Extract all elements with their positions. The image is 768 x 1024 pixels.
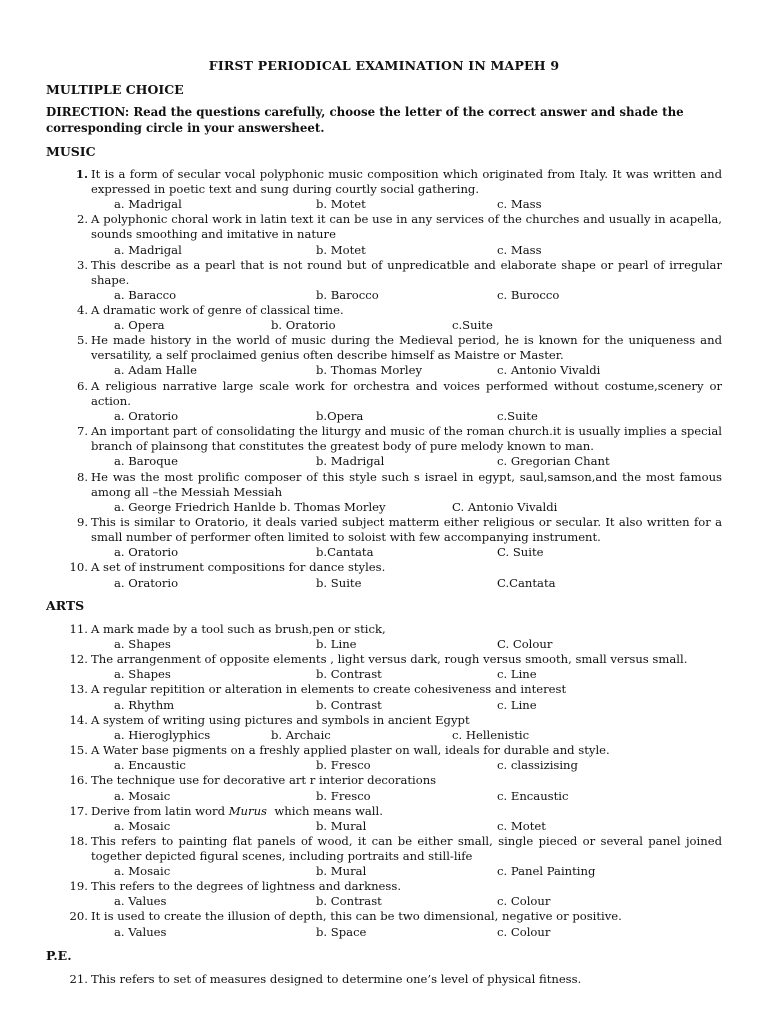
choice-b: b. Contrast [316, 698, 382, 712]
question-number: 16. [69, 773, 88, 787]
choice-a: a. Shapes [114, 637, 171, 651]
choice-b: b. Contrast [316, 667, 382, 681]
question-text: A polyphonic choral work in latin text it can be use in any services of the churches and usually in acapella, sounds smoothing and imitative in nature [91, 212, 722, 242]
question-number: 13. [69, 682, 88, 696]
choice-a: a. Values [114, 894, 167, 908]
choice-b: b. Space [316, 925, 367, 939]
choice-b: b. Motet [316, 243, 366, 257]
question-text-start: Derive from latin word [91, 804, 229, 818]
choice-a: a. Opera [114, 318, 165, 332]
question-number: 17. [69, 804, 88, 818]
choice-c: c. Hellenistic [452, 728, 530, 742]
question-text: This refers to the degrees of lightness and darkness. [91, 879, 402, 893]
question-text: It is a form of secular vocal polyphonic music composition which originated from Italy. It was written and expressed in poetic text and sung during courtly social gathering. [91, 167, 722, 197]
choice-a: a. Madrigal [114, 243, 182, 257]
question-number: 19. [69, 879, 88, 893]
choice-a: a. Encaustic [114, 758, 186, 772]
choice-c: c. Gregorian Chant [497, 454, 610, 468]
choice-b: b. Barocco [316, 288, 379, 302]
question-text: The technique use for decorative art r interior decorations [91, 773, 437, 787]
choice-c: c.Suite [452, 318, 493, 332]
choice-b: b.Cantata [316, 545, 374, 559]
choice-b: b. Madrigal [316, 454, 385, 468]
choice-a: a. Mosaic [114, 789, 171, 803]
question-9 [68, 515, 722, 545]
choice-b: b. Motet [316, 197, 366, 211]
choice-c: c. Line [497, 667, 537, 681]
choice-b: b. Mural [316, 819, 367, 833]
question-number: 4. [76, 303, 88, 317]
question-number: 7. [76, 424, 88, 438]
choice-c: c. Burocco [497, 288, 560, 302]
question-number: 9. [76, 515, 88, 529]
choice-c: c. Encaustic [497, 789, 569, 803]
question-number: 18. [69, 834, 88, 848]
question-12 [68, 652, 722, 667]
question-number: 5. [76, 333, 88, 347]
choice-b: b. Line [316, 637, 357, 651]
choice-a: a. Shapes [114, 667, 171, 681]
question-text: An important part of consolidating the liturgy and music of the roman church.it is usually implies a special branch of plainsong that constitutes the greatest body of pure melody known to man. [91, 424, 722, 454]
question-10 [68, 560, 722, 575]
question-number: 20. [69, 909, 88, 923]
choice-b: b. Oratorio [271, 318, 336, 332]
choice-b: b. Fresco [316, 758, 371, 772]
choice-c: C. Antonio Vivaldi [452, 500, 558, 514]
question-21 [68, 972, 722, 987]
choice-c: c. Mass [497, 197, 542, 211]
choice-a: a. Mosaic [114, 864, 171, 878]
choice-a: a. Values [114, 925, 167, 939]
choice-a: a. Baroque [114, 454, 178, 468]
question-6 [68, 379, 722, 409]
choice-a: a. Mosaic [114, 819, 171, 833]
choice-a: a. Hieroglyphics [114, 728, 211, 742]
question-text: A mark made by a tool such as brush,pen or stick, [91, 622, 386, 636]
choice-c: c. Antonio Vivaldi [497, 363, 601, 377]
question-text: This describe as a pearl that is not round but of unpredicatble and elaborate shape or pearl of irregular shape. [91, 258, 722, 288]
question-text-end: which means wall. [266, 804, 383, 818]
choice-b: b. Fresco [316, 789, 371, 803]
question-19 [68, 879, 722, 894]
question-text: A dramatic work of genre of classical time. [91, 303, 344, 317]
choice-a: a. Rhythm [114, 698, 175, 712]
question-5 [68, 333, 722, 363]
question-14 [68, 713, 722, 728]
choice-c: C.Cantata [497, 576, 556, 590]
question-number: 15. [69, 743, 88, 757]
choice-a: a. Baracco [114, 288, 177, 302]
question-number: 10. [69, 560, 88, 574]
section-multiple-choice: MULTIPLE CHOICE [46, 82, 184, 97]
question-18 [68, 834, 722, 864]
question-text: A Water base pigments on a freshly applied plaster on wall, ideals for durable and style. [91, 743, 610, 757]
latin-word: Murus [228, 804, 267, 818]
question-text: This is similar to Oratorio, it deals varied subject matterm either religious or secular. It also written for a small number of performer often limited to soloist with few accompanying instrument. [91, 515, 722, 545]
question-text: This refers to painting flat panels of wood, it can be either small, single pieced or several panel joined together depicted figural scenes, including portraits and still-life [91, 834, 722, 864]
choice-a: a. Adam Halle [114, 363, 197, 377]
choice-c: c. classizising [497, 758, 578, 772]
choice-a: a. George Friedrich Hanlde b. Thomas Morley [114, 500, 386, 514]
choice-c: c. Colour [497, 894, 551, 908]
question-text: This refers to set of measures designed to determine one’s level of physical fitness. [91, 972, 582, 986]
question-text: It is used to create the illusion of depth, this can be two dimensional, negative or positive. [91, 909, 622, 923]
question-7 [68, 424, 722, 454]
choice-c: c. Panel Painting [497, 864, 596, 878]
question-8 [68, 470, 722, 500]
question-number: 3. [76, 258, 88, 272]
question-number: 2. [76, 212, 88, 226]
question-text: He was the most prolific composer of this style such s israel in egypt, saul,samson,and the most famous among all –the Messiah Messiah [91, 470, 722, 500]
choice-a: a. Oratorio [114, 576, 179, 590]
question-11 [68, 622, 722, 637]
question-16 [68, 773, 722, 788]
choice-b: b. Contrast [316, 894, 382, 908]
question-text: A religious narrative large scale work for orchestra and voices performed without costume,scenery or action. [91, 379, 722, 409]
choice-b: b. Thomas Morley [316, 363, 423, 377]
choice-a: a. Madrigal [114, 197, 182, 211]
question-text: A system of writing using pictures and symbols in ancient Egypt [91, 713, 470, 727]
question-15 [68, 743, 722, 758]
choice-c: c. Line [497, 698, 537, 712]
choice-b: b. Suite [316, 576, 362, 590]
choice-c: C. Suite [497, 545, 544, 559]
exam-title: FIRST PERIODICAL EXAMINATION IN MAPEH 9 [208, 58, 560, 73]
question-text [91, 804, 722, 819]
choice-a: a. Oratorio [114, 409, 179, 423]
question-1 [68, 167, 722, 197]
question-number: 21. [69, 972, 88, 986]
question-13 [68, 682, 722, 697]
section-arts: ARTS [46, 598, 85, 613]
section-music: MUSIC [46, 144, 96, 159]
choice-a: a. Oratorio [114, 545, 179, 559]
choice-c: c. Motet [497, 819, 546, 833]
question-4 [68, 303, 722, 318]
question-number: 6. [76, 379, 88, 393]
choice-c: c. Mass [497, 243, 542, 257]
choice-b: b.Opera [316, 409, 364, 423]
choice-c: c. Colour [497, 925, 551, 939]
choice-c: c.Suite [497, 409, 538, 423]
question-text: A set of instrument compositions for dance styles. [91, 560, 386, 574]
question-number: 14. [69, 713, 88, 727]
question-text: He made history in the world of music during the Medieval period, he is known for the uniqueness and versatility, a self proclaimed genius often describe himself as Maistre or Master. [91, 333, 722, 363]
question-text: The arrangenment of opposite elements , light versus dark, rough versus smooth, small versus small. [91, 652, 688, 666]
choice-b: b. Archaic [271, 728, 331, 742]
question-number: 11. [69, 622, 88, 636]
choice-b: b. Mural [316, 864, 367, 878]
choice-c: C. Colour [497, 637, 553, 651]
question-3 [68, 258, 722, 288]
question-text: A regular repitition or alteration in elements to create cohesiveness and interest [91, 682, 567, 696]
question-20 [68, 909, 722, 924]
question-number: 1. [75, 167, 88, 181]
question-2 [68, 212, 722, 242]
direction-text: DIRECTION: Read the questions carefully, choose the letter of the correct answer and shade the corresponding circle in your answersheet. [46, 105, 684, 135]
question-number: 8. [76, 470, 88, 484]
section-pe: P.E. [46, 948, 72, 963]
question-17 [68, 804, 722, 819]
question-number: 12. [69, 652, 88, 666]
